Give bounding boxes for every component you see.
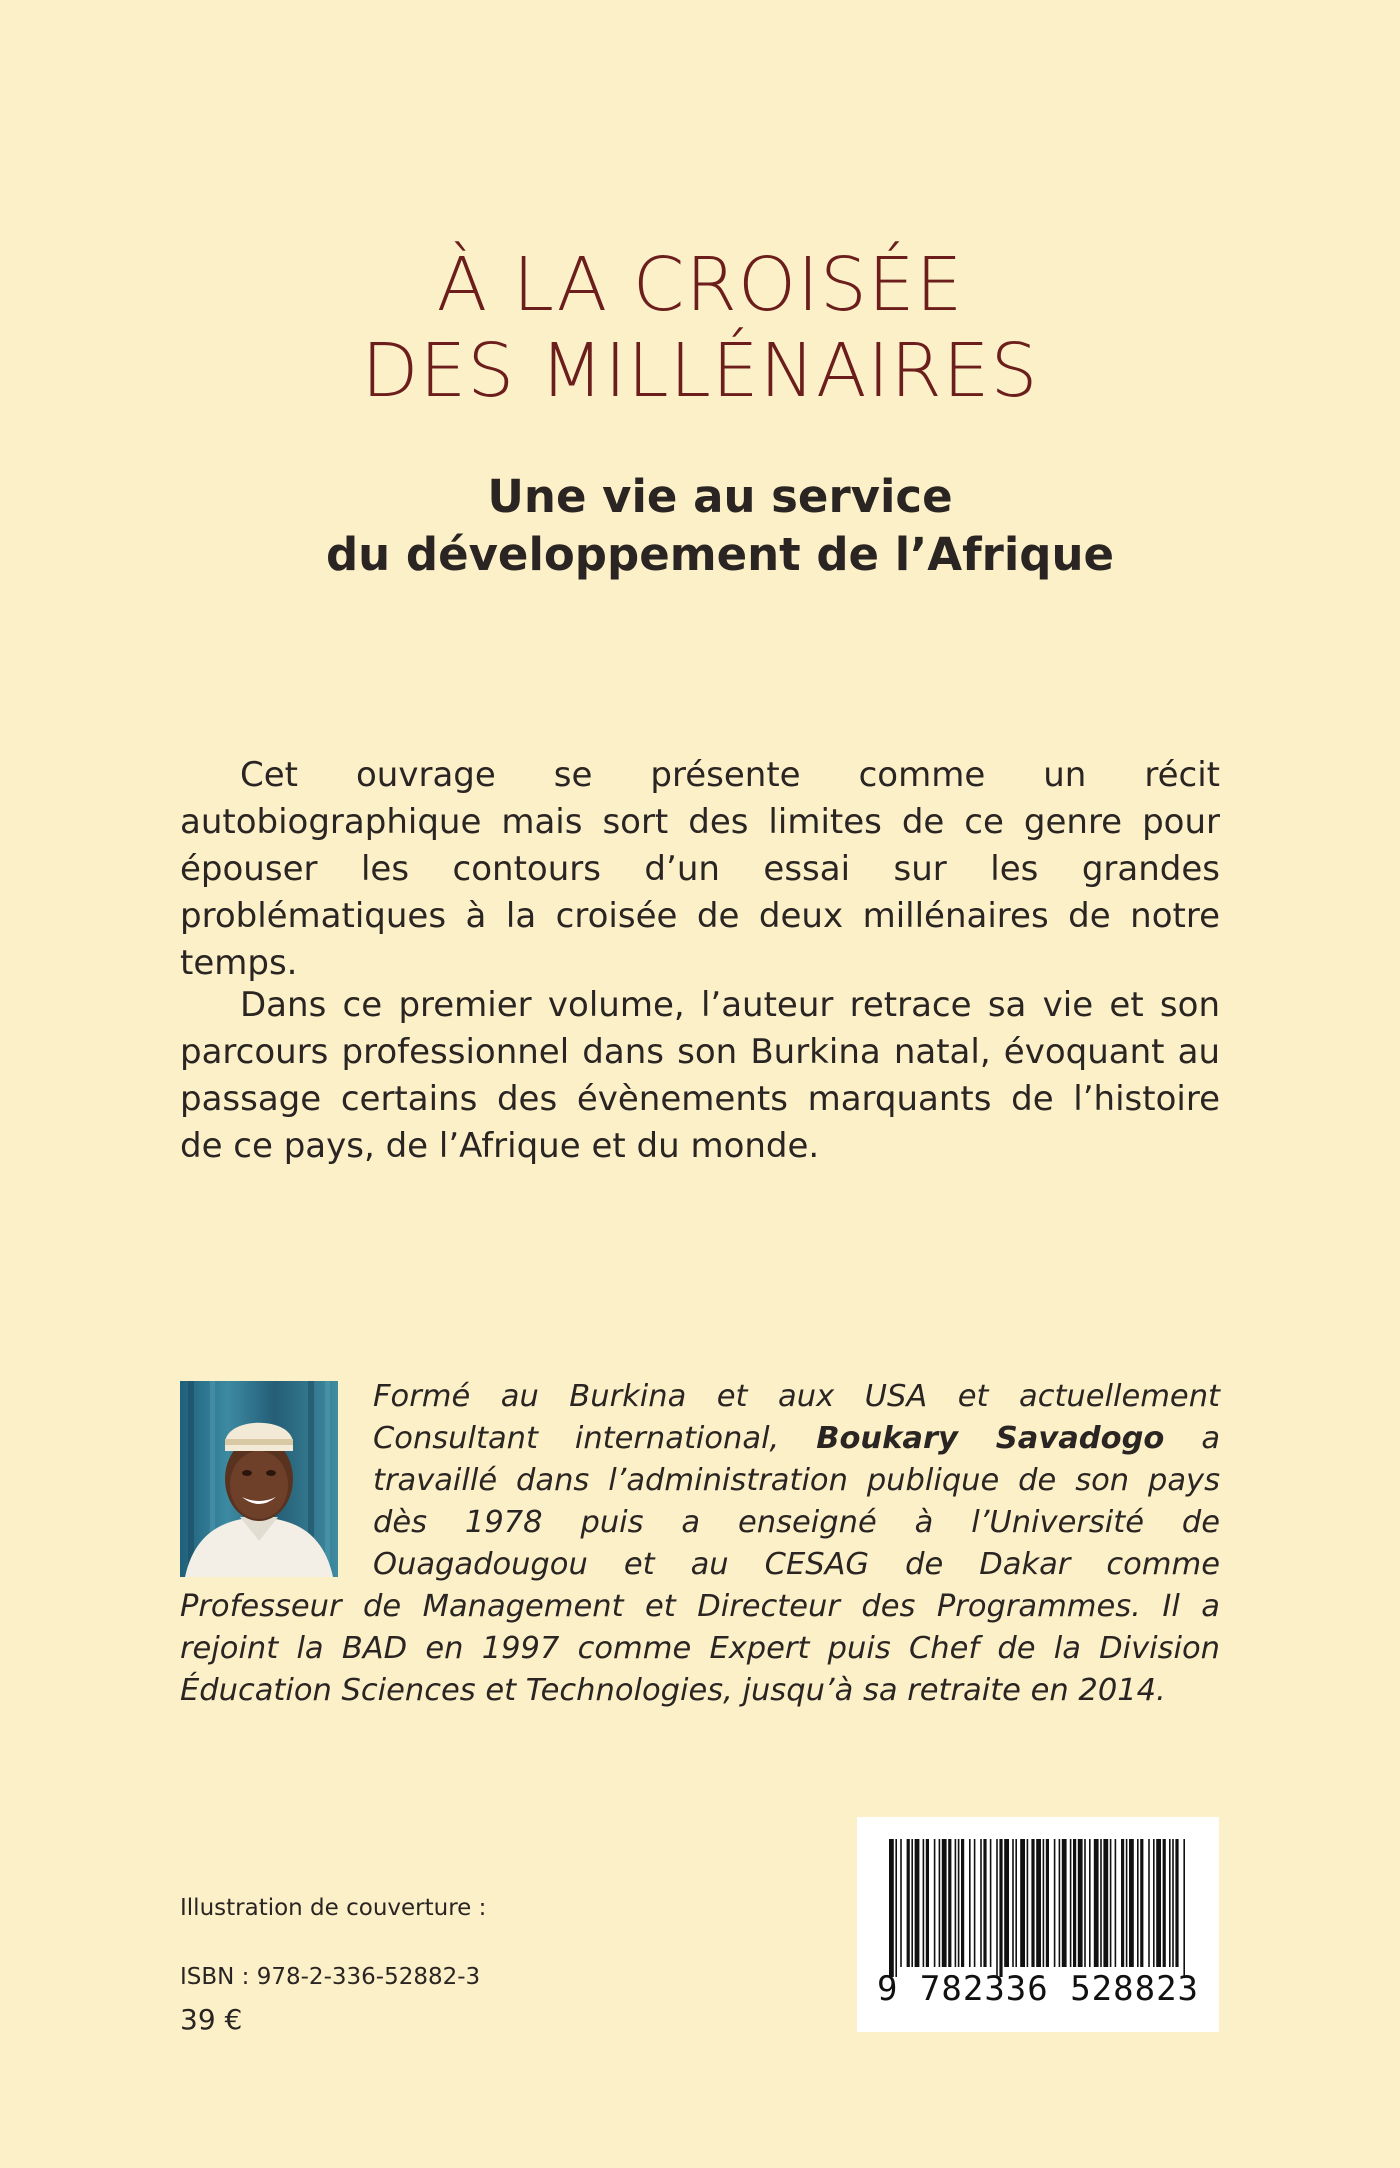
- book-subtitle: [0, 468, 1400, 584]
- barcode-bar: [1020, 1839, 1025, 1967]
- barcode-bar: [1046, 1839, 1049, 1967]
- barcode-bar: [926, 1839, 929, 1967]
- barcode-bar: [980, 1839, 982, 1967]
- barcode-bar: [1126, 1839, 1128, 1967]
- summary-paragraph-1: Cet ouvrage se présente comme un récit autobiographique mais sort des limites de ce genre pour épouser les contours d’un essai sur les grandes problématiques à la croisée de deux millénaires de notre temps.: [180, 755, 1220, 983]
- barcode-bar: [1137, 1839, 1139, 1967]
- isbn-number: ISBN : 978-2-336-52882-3: [180, 1964, 481, 1990]
- barcode-bar: [889, 1839, 894, 1977]
- barcode-bar: [907, 1839, 910, 1967]
- book-subtitle-line-1: Une vie au service: [487, 470, 953, 523]
- barcode-bar: [923, 1839, 925, 1967]
- barcode-bar: [1062, 1839, 1067, 1967]
- barcode-bar: [1070, 1839, 1072, 1967]
- barcode-bar: [1121, 1839, 1124, 1967]
- author-name: Boukary Savadogo: [816, 1421, 1165, 1456]
- barcode-bar: [1094, 1839, 1099, 1967]
- barcode-bar: [900, 1839, 902, 1967]
- barcode-bar: [1036, 1839, 1041, 1967]
- barcode-bar: [1004, 1839, 1009, 1967]
- barcode-bar: [1043, 1839, 1045, 1967]
- barcode-bar: [1148, 1839, 1150, 1967]
- barcode-bar: [1012, 1839, 1014, 1967]
- book-title-line-1: À LA CROISÉE: [436, 242, 964, 328]
- summary-paragraph-2: Dans ce premier volume, l’auteur retrace sa vie et son parcours professionnel dans son Burkina natal, évoquant au passage certains des évènements marquants de l’histoire de ce pays, de l’Afrique et du monde.: [180, 985, 1220, 1166]
- barcode-bar: [996, 1839, 998, 1977]
- barcode-bar: [1129, 1839, 1134, 1967]
- barcode-bar: [999, 1839, 1002, 1977]
- barcode-bar: [969, 1839, 971, 1967]
- barcode-bar: [1059, 1839, 1061, 1967]
- price: 39 €: [180, 2003, 243, 2036]
- barcode-bar: [1078, 1839, 1083, 1967]
- barcode: [857, 1817, 1219, 2032]
- barcode-bar: [983, 1839, 986, 1967]
- book-title-line-2: DES MILLÉNAIRES: [361, 328, 1039, 414]
- barcode-bar: [1054, 1839, 1056, 1967]
- barcode-bar: [1172, 1839, 1174, 1967]
- barcode-bar: [915, 1839, 920, 1967]
- barcode-bar: [1031, 1839, 1034, 1967]
- barcode-bar: [1027, 1839, 1029, 1967]
- barcode-bar: [1156, 1839, 1161, 1967]
- barcode-digits: 9 782336 528823: [876, 1969, 1200, 2009]
- author-bio-intro: Formé au Burkina et aux USA et actuellement Consultant international,: [373, 1379, 1220, 1456]
- barcode-bar: [1175, 1839, 1178, 1967]
- barcode-bar: [1115, 1839, 1117, 1967]
- barcode-bar: [939, 1839, 941, 1967]
- barcode-bar: [1089, 1839, 1091, 1967]
- barcode-bar: [1169, 1839, 1171, 1967]
- barcode-bar: [911, 1839, 913, 1967]
- barcode-bar: [1084, 1839, 1086, 1967]
- barcode-bar: [1015, 1839, 1017, 1967]
- cover-illustration-credit: Illustration de couverture :: [180, 1895, 487, 1921]
- barcode-bar: [948, 1839, 951, 1967]
- barcode-bar: [1073, 1839, 1076, 1967]
- barcode-bar: [974, 1839, 976, 1967]
- barcode-bar: [1183, 1839, 1185, 1977]
- author-bio-rest: a travaillé dans l’administration publique de son pays dès 1978 puis a enseigné à l’Université de Ouagadougou et au CESAG de Dakar comme Professeur de Management et Directeur des Programmes. Il a rejoint la BAD en 1997 comme Expert puis Chef de la Division Éducation Sciences et Technologies, jusqu’à sa retraite en 2014.: [180, 1421, 1221, 1708]
- author-biography: [180, 1376, 1220, 1712]
- barcode-bar: [1163, 1839, 1166, 1967]
- barcode-bar: [958, 1839, 960, 1967]
- book-subtitle-line-2: du développement de l’Afrique: [325, 528, 1115, 581]
- barcode-bar: [934, 1839, 936, 1967]
- barcode-bar: [955, 1839, 957, 1967]
- barcode-bar: [961, 1839, 964, 1967]
- barcode-bar: [895, 1839, 897, 1977]
- barcode-bar: [1153, 1839, 1155, 1967]
- barcode-bar: [942, 1839, 947, 1967]
- book-title: [0, 242, 1400, 414]
- barcode-bar: [990, 1839, 992, 1967]
- barcode-bar: [1140, 1839, 1143, 1967]
- barcode-bar: [1103, 1839, 1108, 1967]
- barcode-bar: [1100, 1839, 1102, 1967]
- barcode-bar: [1110, 1839, 1112, 1967]
